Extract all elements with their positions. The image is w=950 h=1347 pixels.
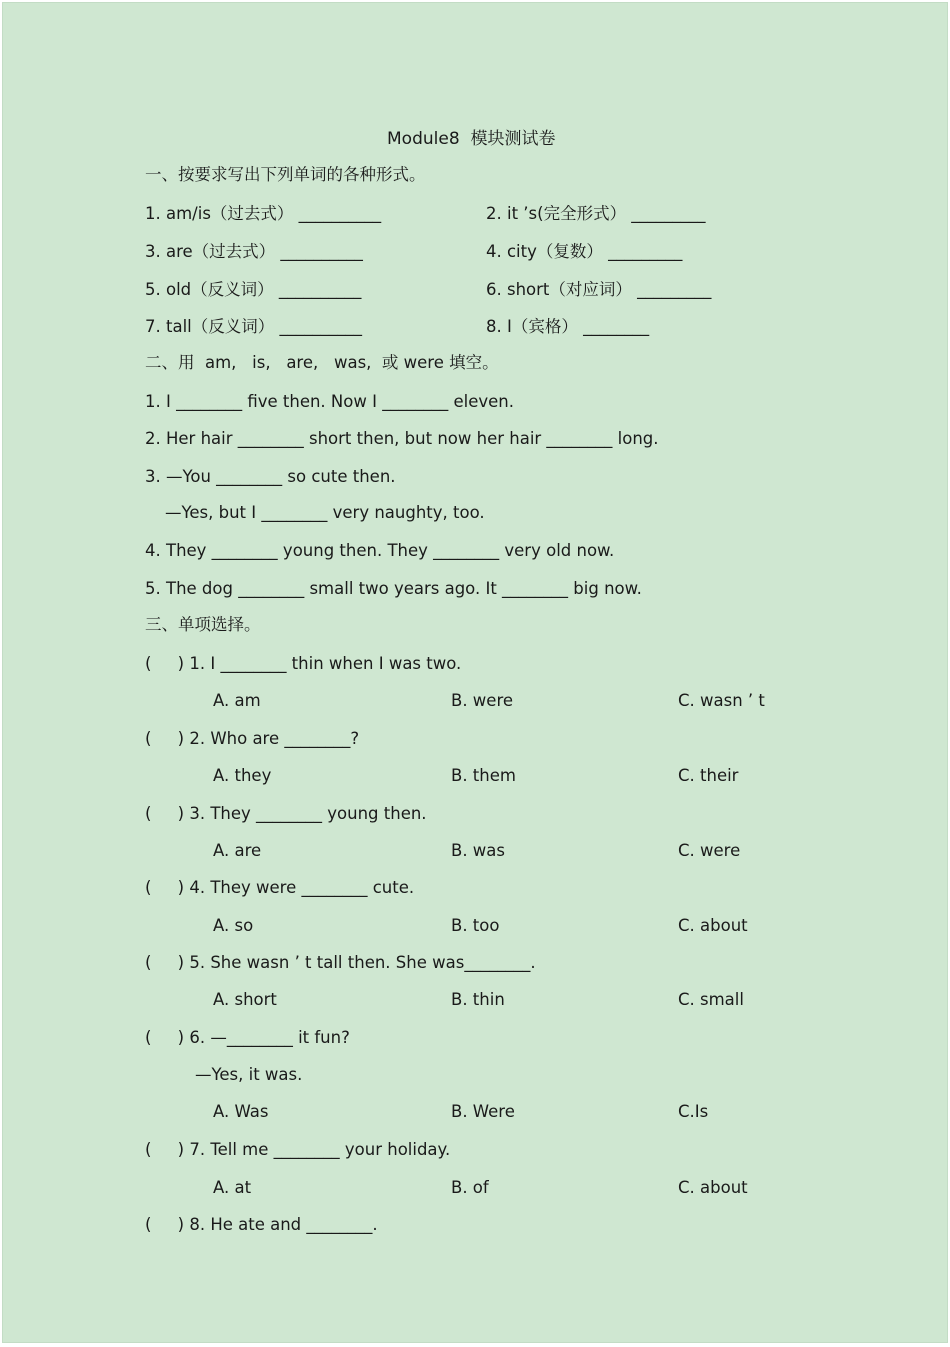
option-b: B. were [451,691,514,710]
word-form-item: 4. city（复数） _________ [486,242,683,261]
option-a: A. are [213,841,262,860]
fill-blank-line: 5. The dog ________ small two years ago. It ________ big now. [145,579,642,598]
section1-heading: 一、按要求写出下列单词的各种形式。 [145,165,426,184]
option-b: B. was [451,841,506,860]
fill-blank-line: —Yes, but I ________ very naughty, too. [165,503,485,522]
option-b: B. Were [451,1102,515,1121]
question-stem: ( ) 3. They ________ young then. [145,804,427,823]
option-c: C. were [678,841,741,860]
word-form-item: 2. it ’s(完全形式） _________ [486,204,706,223]
option-a: A. am [213,691,261,710]
fill-blank-line: 1. I ________ five then. Now I ________ eleven. [145,392,514,411]
word-form-item: 6. short（对应词） _________ [486,280,712,299]
word-form-item: 5. old（反义词） __________ [145,280,362,299]
option-c: C. wasn ’ t [678,691,765,710]
option-a: A. short [213,990,277,1009]
section3-heading: 三、单项选择。 [145,615,261,634]
option-b: B. them [451,766,516,785]
option-c: C.Is [678,1102,709,1121]
option-a: A. they [213,766,272,785]
question-stem: ( ) 5. She wasn ’ t tall then. She was________. [145,953,536,972]
question-stem: ( ) 8. He ate and ________. [145,1215,378,1234]
question-stem: ( ) 1. I ________ thin when I was two. [145,654,462,673]
word-form-item: 1. am/is（过去式） __________ [145,204,382,223]
option-a: A. so [213,916,254,935]
word-form-item: 7. tall（反义词） __________ [145,317,362,336]
worksheet-page [2,2,948,1343]
fill-blank-line: 3. —You ________ so cute then. [145,467,396,486]
word-form-item: 8. I（宾格） ________ [486,317,650,336]
option-c: C. small [678,990,744,1009]
question-stem: ( ) 4. They were ________ cute. [145,878,415,897]
word-form-item: 3. are（过去式） __________ [145,242,363,261]
fill-blank-line: 2. Her hair ________ short then, but now her hair ________ long. [145,429,659,448]
option-a: A. at [213,1178,252,1197]
option-c: C. about [678,916,748,935]
option-a: A. Was [213,1102,269,1121]
question-stem: ( ) 7. Tell me ________ your holiday. [145,1140,451,1159]
option-b: B. of [451,1178,489,1197]
fill-blank-line: 4. They ________ young then. They ________ very old now. [145,541,615,560]
option-b: B. too [451,916,500,935]
option-c: C. about [678,1178,748,1197]
question-stem: ( ) 2. Who are ________? [145,729,360,748]
option-b: B. thin [451,990,505,1009]
dialog-answer: —Yes, it was. [195,1065,303,1084]
option-c: C. their [678,766,739,785]
page-title: Module8 模块测试卷 [387,129,556,149]
section2-heading: 二、用 am, is, are, was, 或 were 填空。 [145,353,499,372]
question-stem: ( ) 6. —________ it fun? [145,1028,350,1047]
